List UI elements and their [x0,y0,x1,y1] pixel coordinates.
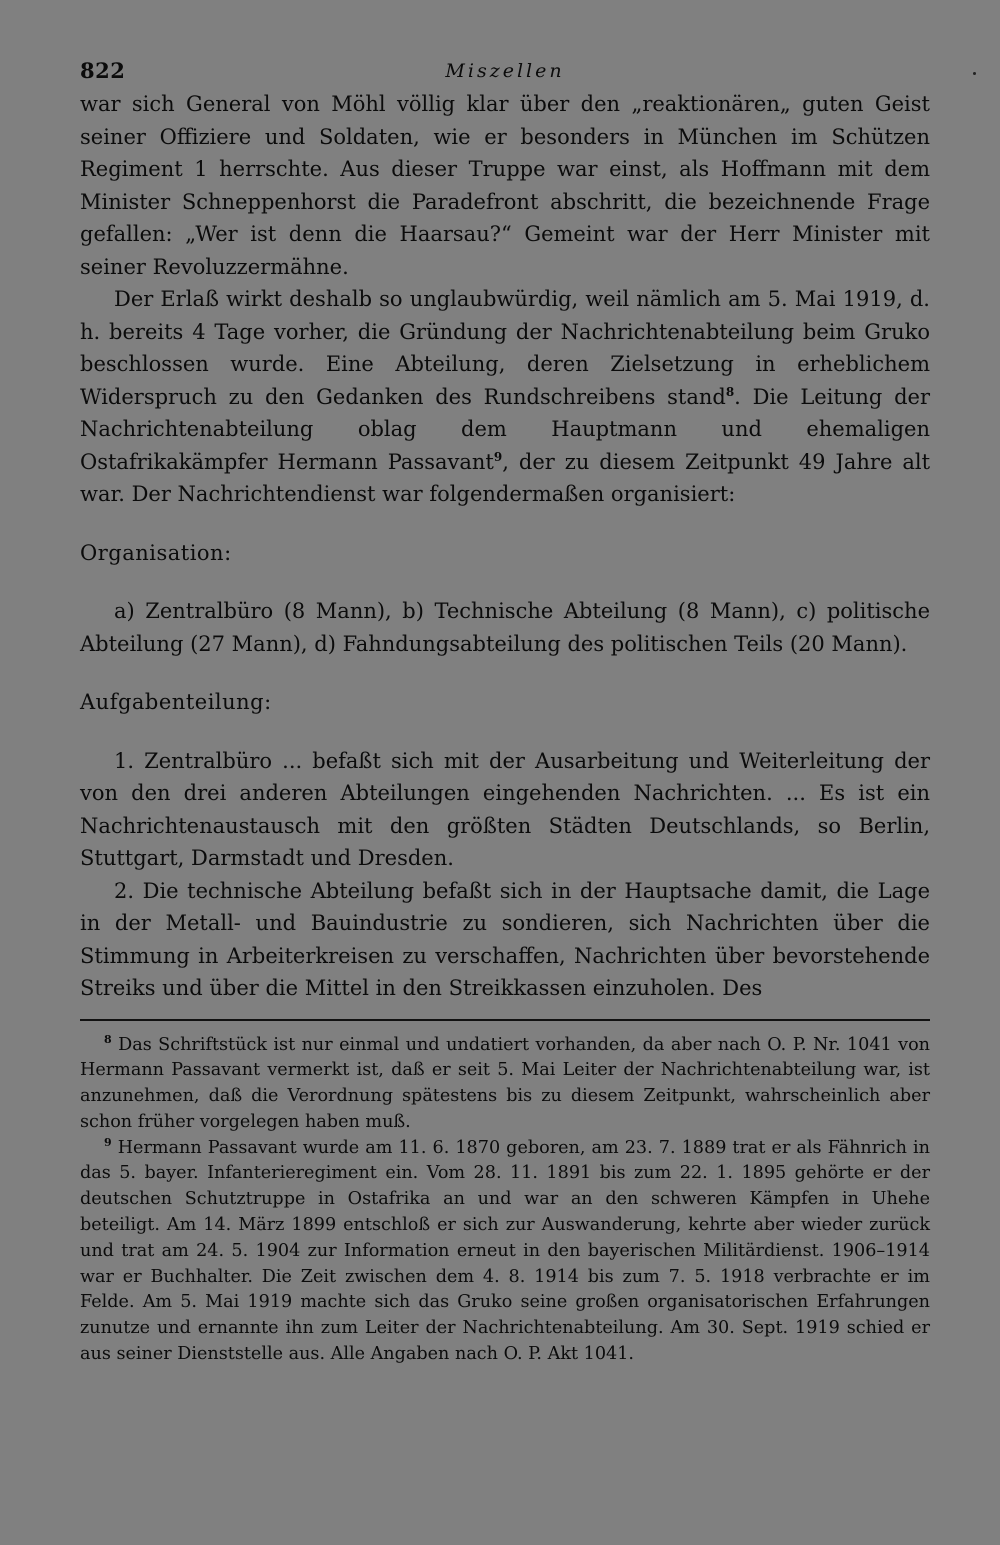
footnote-ref-8: 8 [725,384,735,399]
heading-aufgabenteilung: Aufgabenteilung: [80,690,272,714]
page [80,58,930,1368]
paragraph-2-part-b: . Die Leitung der Nachrichtenabteilung oblag dem Hauptmann und ehemaligen Ostafrikakämpfer Hermann Passavant [80,384,930,474]
paragraph-organisation: a) Zentralbüro (8 Mann), b) Technische Abteilung (8 Mann), c) politische Abteilung (27 Mann), d) Fahndungsabteilung des politischen Teils (20 Mann). [80,599,930,656]
footnote-mark-9: 9 [104,1135,112,1149]
footnote-9-text: Hermann Passavant wurde am 11. 6. 1870 geboren, am 23. 7. 1889 trat er als Fähnrich in das 5. bayer. Infanterieregiment ein. Vom 28. 11. 1891 bis zum 22. 1. 1895 gehörte er der deutschen Schutztruppe in Ostafrika an und war an den schweren Kämpfen in Uhehe beteiligt. Am 14. März 1899 entschloß er sich zur Auswanderung, kehrte aber wieder zurück und trat am 24. 5. 1904 zur Information erneut in den bayerischen Militärdienst. 1906–1914 war er Buchhalter. Die Zeit zwischen dem 4. 8. 1914 bis zum 7. 5. 1918 verbrachte er im Felde. Am 5. Mai 1919 machte sich das Gruko seine großen organisatorischen Erfahrungen zunutze und ernannte ihn zum Leiter der Nachrichtenabteilung. Am 30. Sept. 1919 schied er aus seiner Dienststelle aus. Alle Angaben nach O. P. Akt 1041. [80,1137,930,1365]
footnote-divider [80,1019,930,1021]
footnote-8 [80,1033,930,1136]
paragraph-1: war sich General von Möhl völlig klar über den „reaktionären„ guten Geist seiner Offiziere und Soldaten, wie er besonders in München im Schützen Regiment 1 herrschte. Aus dieser Truppe war einst, als Hoffmann mit dem Minister Schneppenhorst die Paradefront abschritt, die bezeichnende Frage gefallen: „Wer ist denn die Haarsau?“ Gemeint war der Herr Minister mit seiner Revoluzzermähne. [80,92,930,279]
footnote-8-text: Das Schriftstück ist nur einmal und undatiert vorhanden, da aber nach O. P. Nr. 1041 von Hermann Passavant vermerkt ist, daß er seit 5. Mai Leiter der Nachrichtenabteilung war, ist anzunehmen, daß die Verordnung spätestens bis zu diesem Zeitpunkt, wahrscheinlich aber schon früher vorgelegen haben muß. [80,1034,931,1132]
paragraph-2-part-a: Der Erlaß wirkt deshalb so unglaubwürdig, weil nämlich am 5. Mai 1919, d. h. bereits 4 Tage vorher, die Gründung der Nachrichtenabteilung beim Gruko beschlossen wurde. Eine Abteilung, deren Zielsetzung in erheblichem Widerspruch zu den Gedanken des Rundschreibens stand [80,287,930,409]
running-head: Miszellen [445,60,565,82]
paragraph-task-2: 2. Die technische Abteilung befaßt sich in der Hauptsache damit, die Lage in der Metall- und Bauindustrie zu sondieren, sich Nachrichten über die Stimmung in Arbeiterkreisen zu verschaffen, Nachrichten über bevorstehende Streiks und über die Mittel in den Streikkassen einzuholen. Des [80,878,930,1000]
page-header [80,58,930,88]
heading-organisation: Organisation: [80,540,232,565]
footnote-9 [80,1136,930,1368]
footnote-mark-8: 8 [104,1032,112,1046]
page-number: 822 [80,58,126,83]
paragraph-2 [80,283,930,511]
paragraph-2-part-c: , der zu diesem Zeitpunkt 49 Jahre alt war. Der Nachrichtendienst war folgendermaßen organisiert: [80,449,931,506]
scan-speck [973,72,976,75]
footnotes [80,1033,930,1368]
paragraph-task-1: 1. Zentralbüro ... befaßt sich mit der Ausarbeitung und Weiterleitung der von den drei anderen Abteilungen eingehenden Nachrichten. ... Es ist ein Nachrichtenaustausch mit den größten Städten Deutschlands, so Berlin, Stuttgart, Darmstadt und Dresden. [80,748,930,870]
footnote-ref-9: 9 [493,449,503,464]
body-text [80,88,930,1005]
